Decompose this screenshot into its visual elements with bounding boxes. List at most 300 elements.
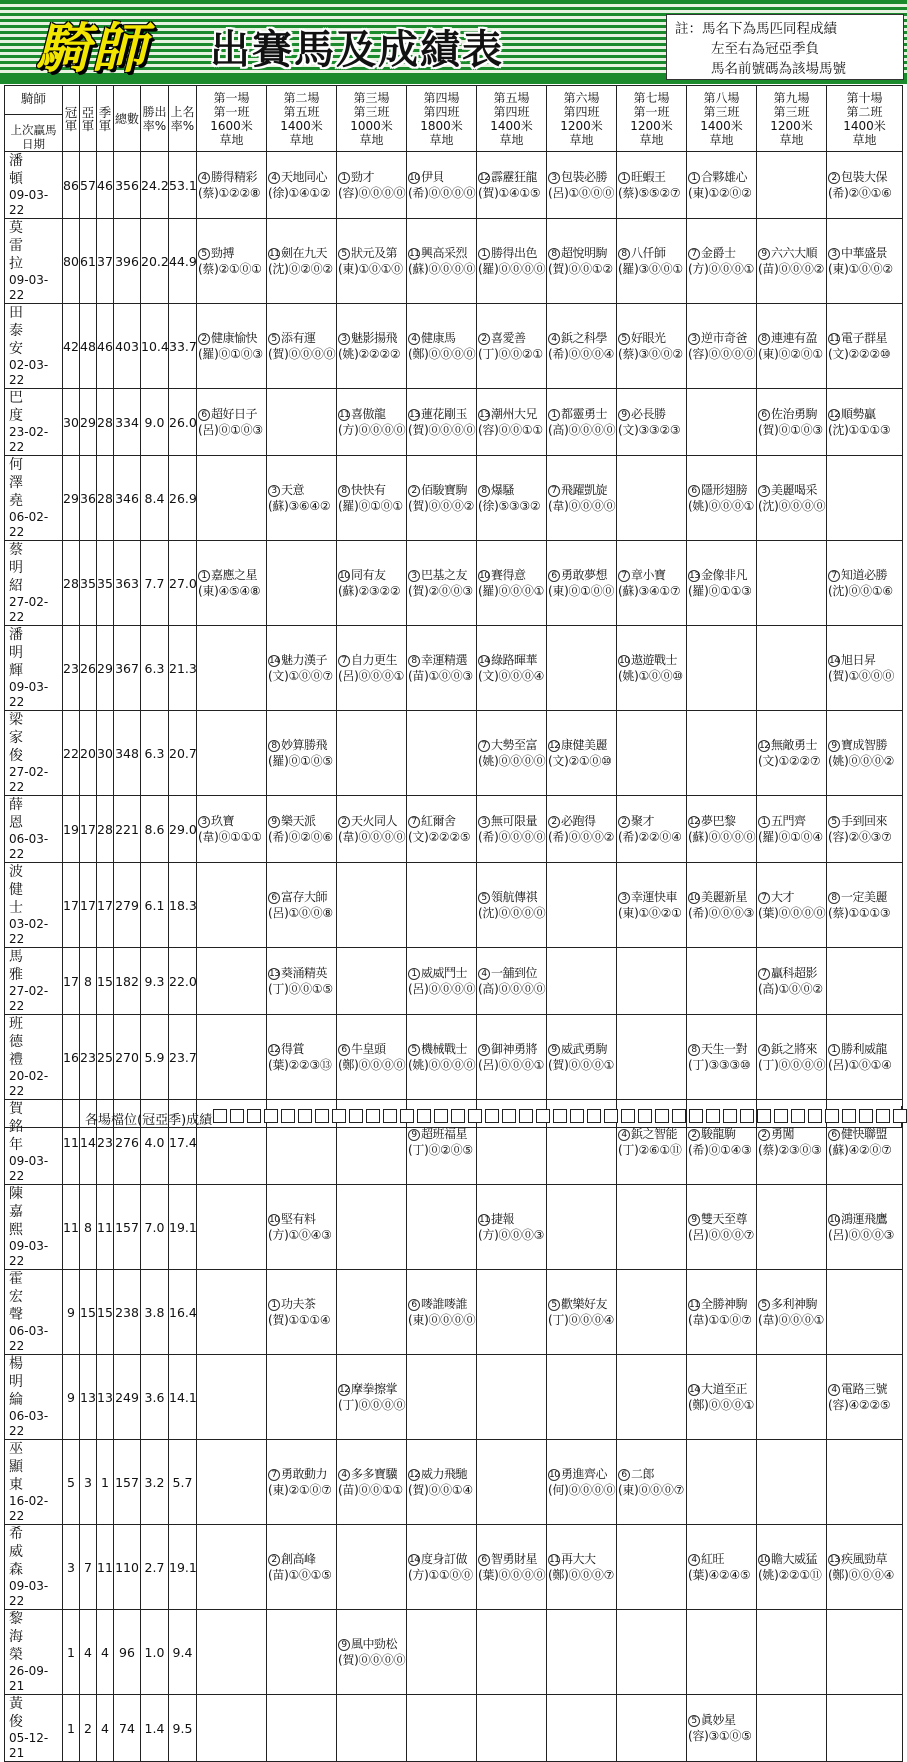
ride-cell (617, 1440, 687, 1525)
horse-number-badge: 10 (479, 571, 490, 581)
horse-number-badge: 7 (758, 968, 770, 980)
horse-record: (東)①⓪①⓪ (338, 262, 403, 276)
horse-name: 綠路暉華 (491, 653, 538, 667)
ride-cell (617, 1525, 687, 1610)
ride-cell (477, 389, 547, 456)
race-cls: 第五班 (283, 104, 320, 119)
ride-cell (617, 456, 687, 541)
ride-cell (267, 1440, 337, 1525)
horse-name: 駿龍駒 (701, 1127, 736, 1141)
horse-record: (賀)⓪⓪①② (548, 262, 613, 276)
result-box (366, 1109, 380, 1123)
ride-cell (477, 1355, 547, 1440)
result-box (536, 1109, 550, 1123)
horse-number-badge: 14 (829, 656, 840, 666)
thirds-cell: 35 (97, 541, 114, 626)
ride-cell (477, 863, 547, 948)
ride-cell (827, 1610, 903, 1695)
ride-cell (617, 1695, 687, 1762)
horse-entry (268, 813, 335, 829)
wins-cell: 1 (63, 1610, 80, 1695)
ride-cell (547, 948, 617, 1015)
horse-name: 健快聯盟 (841, 1127, 888, 1141)
ride-cell (757, 152, 827, 219)
horse-entry (268, 1041, 335, 1057)
ride-cell (547, 304, 617, 389)
total-cell: 238 (114, 1270, 141, 1355)
horse-name: 度身訂做 (421, 1552, 468, 1566)
ride-cell (757, 1270, 827, 1355)
horse-record: (東)⓪②⓪① (758, 347, 823, 361)
ride-cell (267, 948, 337, 1015)
table-row (5, 1695, 903, 1762)
horse-number-badge: 4 (408, 333, 420, 345)
total-cell: 356 (114, 152, 141, 219)
horse-record: (蘇)⓪⓪⓪⓪ (408, 262, 476, 276)
horse-record: (葉)②②③⑬ (268, 1058, 332, 1072)
wins-cell: 22 (63, 711, 80, 796)
horse-number-badge: 3 (828, 248, 840, 260)
horse-entry (828, 567, 901, 583)
horse-entry (408, 1551, 475, 1567)
horse-number-badge: 7 (408, 816, 420, 828)
horse-name: 天意 (281, 483, 305, 497)
ride-cell (407, 863, 477, 948)
horse-entry (338, 482, 405, 498)
horse-number-badge: 12 (549, 741, 560, 751)
ride-cell (337, 152, 407, 219)
ride-cell (757, 1610, 827, 1695)
ride-cell (197, 1525, 267, 1610)
horse-name: 鋲之將來 (771, 1042, 818, 1056)
horse-name: 魅影揚飛 (351, 331, 398, 345)
race-track: 草地 (709, 132, 734, 147)
horse-record: (蔡)③⓪⓪② (618, 347, 683, 361)
horse-name: 潮州大兄 (491, 407, 538, 421)
horse-name: 章小寶 (631, 568, 666, 582)
ride-cell (197, 541, 267, 626)
seconds-cell: 7 (80, 1525, 97, 1610)
horse-entry (758, 889, 825, 905)
horse-record: (賀)⓪⓪⓪② (408, 499, 475, 513)
jockey-cell (5, 863, 63, 948)
win-rate-cell: 1.0 (141, 1610, 169, 1695)
result-box (689, 1109, 703, 1123)
win-rate-cell: 8.4 (141, 456, 169, 541)
horse-number-badge: 6 (478, 1554, 490, 1566)
horse-number-badge: 10 (759, 1555, 770, 1565)
jockey-cell (5, 304, 63, 389)
horse-record: (蔡)①②②⑧ (198, 186, 261, 200)
horse-entry (688, 813, 755, 829)
seconds-cell: 8 (80, 1185, 97, 1270)
ride-cell (687, 152, 757, 219)
horse-number-badge: 7 (268, 1469, 280, 1481)
result-box (315, 1109, 329, 1123)
horse-number-badge: 12 (759, 741, 770, 751)
horse-name: 電子群星 (841, 331, 888, 345)
race-header-4 (407, 86, 477, 152)
horse-record: (賀)①①①④ (268, 1313, 331, 1327)
ride-cell (407, 1270, 477, 1355)
horse-name: 雙天至尊 (701, 1212, 748, 1226)
horse-name: 領航傳祺 (491, 890, 538, 904)
ride-cell (197, 1610, 267, 1695)
jockey-cell (5, 1270, 63, 1355)
jockey-name: 賀銘年 (9, 1101, 36, 1153)
last-win-date: 27-02-22 (9, 984, 49, 1013)
horse-number-badge: 1 (478, 248, 490, 260)
ride-cell (687, 1610, 757, 1695)
ride-cell (827, 219, 903, 304)
horse-record: (蔡)①①①③ (828, 906, 891, 920)
horse-name: 風中勁松 (351, 1637, 398, 1651)
horse-name: 合夥雄心 (701, 170, 748, 184)
horse-number-badge: 5 (618, 333, 630, 345)
horse-entry (478, 737, 545, 753)
horse-record: (文)②②②⑤ (408, 830, 471, 844)
ride-cell (197, 711, 267, 796)
horse-name: 興高采烈 (421, 246, 468, 260)
horse-number-badge: 4 (268, 172, 280, 184)
race-cls: 第四班 (563, 104, 600, 119)
horse-entry (268, 889, 335, 905)
horse-name: 紅旺 (701, 1552, 725, 1566)
win-rate-header: 勝出率% (141, 86, 169, 152)
ride-cell (407, 1525, 477, 1610)
ride-cell (827, 1355, 903, 1440)
ride-cell (617, 1015, 687, 1100)
result-box (383, 1109, 397, 1123)
last-win-date: 16-02-22 (9, 1494, 49, 1523)
horse-number-badge: 8 (618, 248, 630, 260)
horse-entry (758, 245, 825, 261)
race-track: 草地 (639, 132, 664, 147)
table-body (5, 152, 903, 1762)
horse-entry (828, 406, 901, 422)
horse-number-badge: 5 (758, 1299, 770, 1311)
jockey-cell (5, 626, 63, 711)
horse-record: (呂)⓪⓪⓪③ (828, 1228, 895, 1242)
horse-name: 狀元及第 (351, 246, 398, 260)
race-track: 草地 (852, 132, 877, 147)
ride-cell (197, 626, 267, 711)
horse-record: (容)⓪⓪⓪⓪ (338, 186, 406, 200)
horse-name: 瞻大威猛 (771, 1552, 818, 1566)
jockey-cell (5, 948, 63, 1015)
seconds-cell: 15 (80, 1270, 97, 1355)
ride-cell (547, 863, 617, 948)
horse-entry (338, 406, 405, 422)
result-box (451, 1109, 465, 1123)
ride-cell (337, 863, 407, 948)
ride-cell (337, 626, 407, 711)
draw-result-boxes (213, 1109, 907, 1123)
ride-cell (407, 796, 477, 863)
horse-name: 巴基之友 (421, 568, 468, 582)
horse-name: 五門齊 (771, 814, 806, 828)
place-rate-cell: 26.0 (169, 389, 197, 456)
result-box (519, 1109, 533, 1123)
win-rate-cell: 24.2 (141, 152, 169, 219)
horse-entry (758, 1126, 825, 1142)
horse-number-badge: 5 (338, 248, 350, 260)
wins-cell: 42 (63, 304, 80, 389)
horse-number-badge: 11 (339, 410, 350, 420)
horse-record: (賀)⓪⓪⓪① (548, 1058, 615, 1072)
horse-record: (容)⓪⓪①① (478, 423, 543, 437)
jockey-results-table (4, 85, 903, 1762)
ride-cell (337, 219, 407, 304)
horse-entry (478, 965, 545, 981)
horse-number-badge: 9 (828, 740, 840, 752)
horse-name: 勇進齊心 (561, 1467, 608, 1481)
ride-cell (617, 711, 687, 796)
horse-entry (338, 1636, 405, 1652)
horse-record: (丁)⓪⓪①⑤ (268, 982, 333, 996)
horse-name: 八仟師 (631, 246, 666, 260)
horse-number-badge: 8 (688, 1044, 700, 1056)
horse-record: (徐)⑤③③② (478, 499, 541, 513)
horse-record: (羅)③⓪⓪① (618, 262, 683, 276)
horse-number-badge: 1 (408, 968, 420, 980)
race-cls: 第四班 (493, 104, 530, 119)
horse-number-badge: 3 (688, 333, 700, 345)
horse-record: (東)①⓪⓪② (828, 262, 893, 276)
thirds-cell: 30 (97, 711, 114, 796)
race-header-7 (617, 86, 687, 152)
horse-record: (容)④②②⑤ (828, 1398, 891, 1412)
horse-number-badge: 3 (618, 892, 630, 904)
horse-name: 紅爾舍 (421, 814, 456, 828)
horse-number-badge: 3 (408, 570, 420, 582)
horse-entry (408, 482, 475, 498)
result-box (893, 1109, 907, 1123)
last-win-date: 09-03-22 (9, 1154, 49, 1183)
table-row (5, 863, 903, 948)
horse-record: (東)①②⓪② (688, 186, 752, 200)
race-no: 第三場 (353, 90, 390, 105)
race-cls: 第三班 (703, 104, 740, 119)
horse-name: 旺蝦王 (631, 170, 666, 184)
ride-cell (687, 1695, 757, 1762)
horse-entry (548, 1041, 615, 1057)
thirds-cell: 4 (97, 1610, 114, 1695)
horse-entry (548, 813, 615, 829)
horse-name: 知道必勝 (841, 568, 888, 582)
win-rate-cell: 3.6 (141, 1355, 169, 1440)
horse-number-badge: 2 (758, 1129, 770, 1141)
horse-number-badge: 7 (338, 655, 350, 667)
ride-cell (407, 219, 477, 304)
last-win-date: 02-03-22 (9, 358, 49, 387)
last-win-date: 23-02-22 (9, 425, 49, 454)
horse-number-badge: 5 (268, 333, 280, 345)
horse-record: (東)②①⓪⑦ (268, 1483, 332, 1497)
horse-record: (呂)⓪①⓪③ (198, 423, 263, 437)
horse-entry (688, 1381, 755, 1397)
thirds-cell: 37 (97, 219, 114, 304)
result-box (604, 1109, 618, 1123)
horse-record: (鄭)⓪⓪⓪⑦ (548, 1568, 615, 1582)
result-box (247, 1109, 261, 1123)
race-dist: 1200米 (630, 118, 673, 133)
seconds-cell: 36 (80, 456, 97, 541)
horse-entry (268, 652, 335, 668)
ride-cell (547, 152, 617, 219)
horse-name: 六六大順 (771, 246, 818, 260)
ride-cell (267, 1015, 337, 1100)
table-row (5, 389, 903, 456)
race-track: 草地 (499, 132, 524, 147)
jockey-cell (5, 1185, 63, 1270)
jockey-name: 何澤堯 (9, 457, 36, 509)
jockey-name: 蔡明紹 (9, 542, 36, 594)
horse-entry (338, 567, 405, 583)
horse-record: (賀)⓪⓪①④ (408, 1483, 473, 1497)
result-box (264, 1109, 278, 1123)
horse-name: 必長勝 (631, 407, 666, 421)
horse-number-badge: 9 (688, 1214, 700, 1226)
horse-number-badge: 10 (409, 173, 420, 183)
ride-cell (407, 626, 477, 711)
horse-name: 大道至正 (701, 1382, 748, 1396)
race-dist: 1400米 (280, 118, 323, 133)
ride-cell (407, 541, 477, 626)
horse-number-badge: 4 (688, 1554, 700, 1566)
horse-number-badge: 7 (688, 248, 700, 260)
ride-cell (267, 1695, 337, 1762)
horse-name: 必跑得 (561, 814, 596, 828)
wins-cell: 9 (63, 1270, 80, 1355)
ride-cell (827, 1270, 903, 1355)
horse-entry (548, 737, 615, 753)
horse-record: (沈)①①①③ (828, 423, 891, 437)
jockey-name: 潘明輝 (9, 627, 36, 679)
race-header-9 (757, 86, 827, 152)
ride-cell (757, 456, 827, 541)
horse-record: (容)②⓪③⑦ (828, 830, 892, 844)
horse-number-badge: 4 (198, 172, 210, 184)
horse-name: 鋲之科學 (561, 331, 608, 345)
ride-cell (407, 948, 477, 1015)
race-no: 第二場 (283, 90, 320, 105)
ride-cell (757, 1355, 827, 1440)
last-win-date: 09-03-22 (9, 1239, 49, 1268)
horse-name: 電路三號 (841, 1382, 888, 1396)
horse-entry (828, 169, 901, 185)
horse-entry (688, 567, 755, 583)
horse-name: 樂天派 (281, 814, 316, 828)
horse-record: (希)⓪⓪⓪③ (688, 906, 755, 920)
horse-entry (408, 652, 475, 668)
last-win-date: 05-12-21 (9, 1731, 49, 1760)
ride-cell (757, 1440, 827, 1525)
result-box (825, 1109, 839, 1123)
horse-number-badge: 10 (829, 1215, 840, 1225)
thirds-header: 季軍 (97, 86, 114, 152)
table-row (5, 541, 903, 626)
result-box (434, 1109, 448, 1123)
horse-record: (蔡)②③⓪③ (758, 1143, 822, 1157)
horse-number-badge: 6 (408, 1299, 420, 1311)
horse-entry (758, 406, 825, 422)
horse-name: 美麗喝采 (771, 483, 818, 497)
ride-cell (407, 152, 477, 219)
horse-entry (478, 813, 545, 829)
ride-cell (477, 152, 547, 219)
ride-cell (547, 541, 617, 626)
horse-number-badge: 8 (268, 740, 280, 752)
total-cell: 363 (114, 541, 141, 626)
horse-number-badge: 1 (618, 172, 630, 184)
ride-cell (757, 541, 827, 626)
race-no: 第一場 (213, 90, 250, 105)
ride-cell (337, 1440, 407, 1525)
horse-number-badge: 4 (548, 333, 560, 345)
ride-cell (547, 626, 617, 711)
race-no: 第五場 (493, 90, 530, 105)
horse-entry (548, 482, 615, 498)
result-box (638, 1109, 652, 1123)
horse-name: 葵涌精英 (281, 966, 328, 980)
result-box (723, 1109, 737, 1123)
ride-cell (197, 1355, 267, 1440)
jockey-cell (5, 1015, 63, 1100)
horse-number-badge: 1 (268, 1299, 280, 1311)
ride-cell (337, 1525, 407, 1610)
horse-number-badge: 3 (268, 485, 280, 497)
total-cell: 276 (114, 1100, 141, 1185)
win-rate-cell: 5.9 (141, 1015, 169, 1100)
seconds-cell: 17 (80, 863, 97, 948)
horse-entry (338, 1466, 405, 1482)
result-box (706, 1109, 720, 1123)
place-rate-cell: 26.9 (169, 456, 197, 541)
horse-name: 幸運快車 (631, 890, 678, 904)
footer-row (4, 1106, 902, 1128)
horse-entry (478, 652, 545, 668)
horse-record: (東)⓪⓪⓪⓪ (408, 1313, 476, 1327)
ride-cell (197, 304, 267, 389)
horse-number-badge: 11 (689, 1300, 700, 1310)
horse-entry (618, 889, 685, 905)
horse-number-badge: 2 (828, 172, 840, 184)
ride-cell (197, 1695, 267, 1762)
horse-entry (618, 330, 685, 346)
horse-record: (鄭)⓪⓪⓪⓪ (338, 1058, 406, 1072)
horse-record: (賀)②⓪⓪③ (408, 584, 473, 598)
ride-cell (547, 711, 617, 796)
ride-cell (197, 389, 267, 456)
table-row (5, 1355, 903, 1440)
table-row (5, 304, 903, 389)
win-rate-cell: 6.3 (141, 626, 169, 711)
horse-entry (198, 406, 265, 422)
ride-cell (407, 1440, 477, 1525)
horse-number-badge: 13 (829, 1555, 840, 1565)
horse-record: (韋)⓪⓪⓪⓪ (338, 830, 406, 844)
win-rate-cell: 20.2 (141, 219, 169, 304)
horse-record: (蘇)③⑥④② (268, 499, 331, 513)
ride-cell (477, 948, 547, 1015)
horse-number-badge: 9 (268, 816, 280, 828)
horse-name: 劍在九天 (281, 246, 328, 260)
horse-name: 歡樂好友 (561, 1297, 608, 1311)
horse-entry (828, 1041, 901, 1057)
horse-entry (618, 567, 685, 583)
horse-record: (韋)⓪①①① (198, 830, 262, 844)
